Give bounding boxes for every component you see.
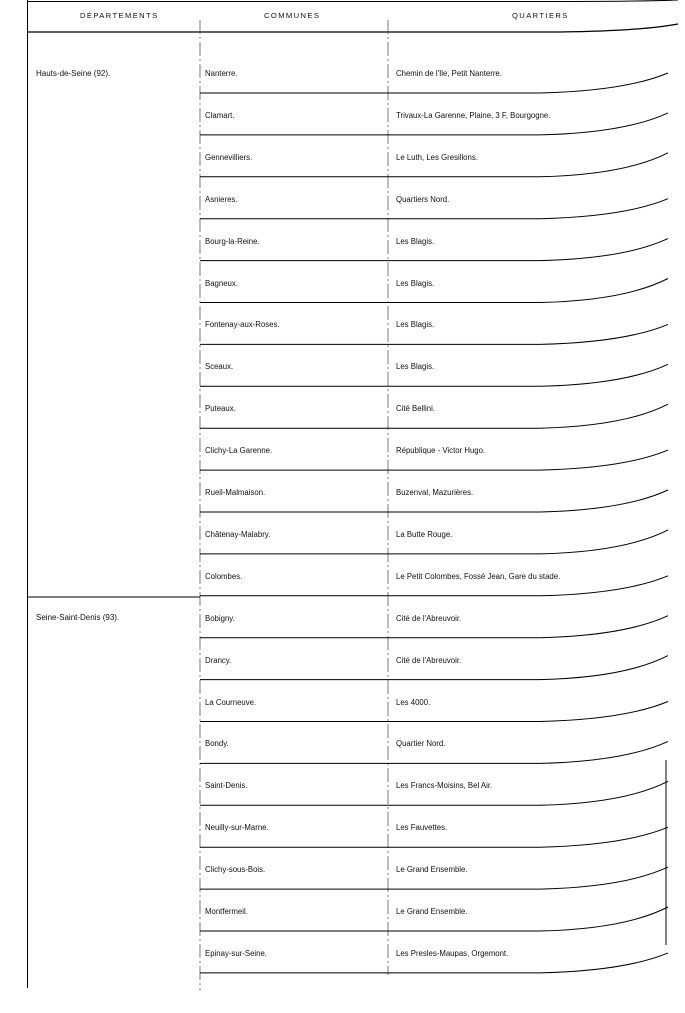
departement-seine-saint-denis: Seine-Saint-Denis (93). [36,613,120,622]
quartier-cell: Les Blagis. [396,362,435,372]
quartier-cell: La Butte Rouge. [396,529,453,539]
commune-cell: Sceaux. [205,362,234,372]
quartier-cell: République - Victor Hugo. [396,446,486,456]
header-quartiers: QUARTIERS [512,11,569,20]
quartier-cell: Le Grand Ensemble. [396,865,468,875]
commune-cell: Drancy. [205,655,232,665]
quartier-cell: Les Blagis. [396,320,435,330]
quartier-cell: Les 4000. [396,697,431,707]
commune-cell: Puteaux. [205,404,236,414]
commune-cell: Bagneux. [205,278,238,288]
commune-cell: Colombes. [205,571,243,581]
departement-hauts-de-seine: Hauts-de-Seine (92). [36,69,111,78]
commune-cell: Neuilly-sur-Marne. [205,823,269,833]
header-bottom-rule [27,24,678,32]
quartier-cell: Le Luth, Les Gresillons. [396,152,478,162]
commune-cell: Bourg-la-Reine. [205,236,260,246]
commune-cell: Clichy-La Garenne. [205,446,273,456]
header-departements: DÉPARTEMENTS [80,11,159,20]
commune-cell: Rueil-Malmaison. [205,488,266,497]
quartier-cell: Les Fauvettes. [396,823,448,833]
quartier-cell: Les Presles-Maupas, Orgemont. [396,948,509,958]
quartier-cell: Buzenval, Mazurières. [396,488,474,497]
commune-cell: Saint-Denis. [205,781,248,791]
quartier-cell: Les Blagis. [396,236,435,246]
header-top-border [27,0,678,2]
commune-cell: Montfermeil. [205,907,248,916]
commune-cell: Nanterre. [205,69,238,78]
quartier-cell: Cité Bellini. [396,404,435,414]
commune-cell: La Courneuve. [205,697,257,707]
commune-cell: Bondy. [205,739,229,749]
quartier-cell: Chemin de l'Ile, Petit Nanterre. [396,69,502,78]
row-rule [200,702,668,722]
quartier-cell: Les Francs-Moisins, Bel Air. [396,781,493,791]
commune-cell: Clichy-sous-Bois. [205,865,266,875]
quartier-cell: Cité de l'Abreuvoir. [396,613,462,623]
quartier-cell: Quartier Nord. [396,739,446,749]
commune-cell: Gennevilliers. [205,152,253,162]
quartier-cell: Les Blagis. [396,278,435,288]
commune-cell: Fontenay-aux-Roses. [205,320,280,330]
quartier-cell: Le Grand Ensemble. [396,907,468,916]
commune-cell: Châtenay-Malabry. [205,529,271,539]
commune-cell: Epinay-sur-Seine. [205,948,267,958]
commune-cell: Bobigny. [205,613,235,623]
quartier-cell: Cité de l'Abreuvoir. [396,655,462,665]
commune-cell: Clamart. [205,110,235,120]
header-communes: COMMUNES [264,11,321,20]
quartier-cell: Trivaux-La Garenne, Plaine, 3 F, Bourgogne. [396,110,551,120]
commune-cell: Asnieres. [205,194,238,204]
quartier-cell: Le Petit Colombes, Fossé Jean, Gare du stade. [396,571,561,581]
quartier-cell: Quartiers Nord. [396,194,450,204]
